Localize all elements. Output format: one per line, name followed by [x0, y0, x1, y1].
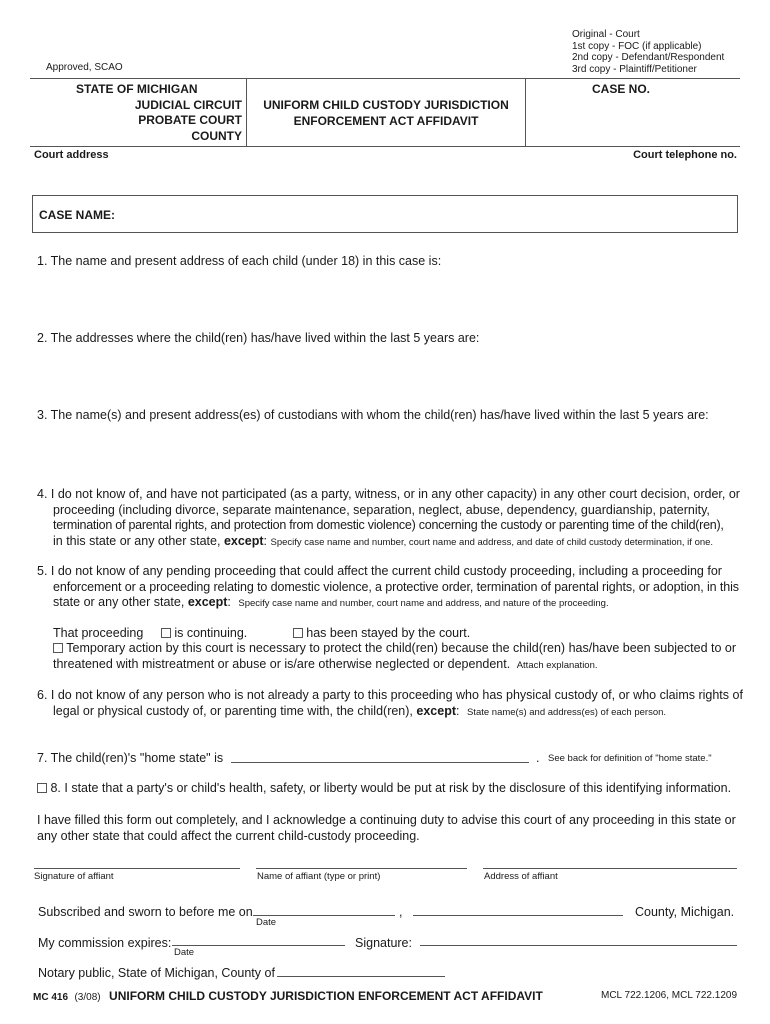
item-4-line1: 4. I do not know of, and have not participated (as a party, witness, or in any other capacity) in any other court decision, order, or: [37, 487, 740, 501]
item-5-colon: :: [227, 595, 231, 609]
footer-title: UNIFORM CHILD CUSTODY JURISDICTION ENFORCEMENT ACT AFFIDAVIT: [109, 989, 543, 1003]
court-judicial-circuit: JUDICIAL CIRCUIT: [134, 97, 242, 112]
item-5-line2: enforcement or a proceeding relating to domestic violence, a protective order, termination of parental rights, or adoption, in this: [53, 579, 739, 594]
affiant-address-label: Address of affiant: [484, 871, 558, 882]
commission-date-label: Date: [174, 947, 195, 958]
item-1-text: 1. The name and present address of each child (under 18) in this case is:: [37, 254, 442, 268]
item-8: [37, 781, 757, 797]
court-telephone-label: Court telephone no.: [633, 149, 737, 161]
item-4-line4: [37, 534, 747, 551]
item-4-colon: :: [263, 533, 268, 548]
case-no-label: CASE NO.: [592, 82, 651, 96]
notary-county-field[interactable]: [277, 976, 445, 977]
acknowledge-line2: any other state that could affect the current child-custody proceeding.: [37, 828, 420, 843]
commission-date-field[interactable]: [172, 945, 345, 946]
approved-label: Approved, SCAO: [46, 62, 123, 73]
commission-label: My commission expires:: [38, 936, 172, 950]
temporary-action-checkbox[interactable]: [53, 643, 63, 653]
item-5-line3: [37, 595, 747, 612]
form-title-line1: UNIFORM CHILD CUSTODY JURISDICTION: [263, 98, 509, 112]
item-3-text: 3. The name(s) and present address(es) of custodians with whom the child(ren) has/have lived within the last 5 years are:: [37, 408, 709, 422]
affiant-signature-field[interactable]: [34, 868, 240, 869]
affiant-signature-label: Signature of affiant: [34, 871, 114, 882]
temporary-action-line1: [53, 641, 753, 657]
header-top-rule: [30, 78, 740, 79]
copy-third: 3rd copy - Plaintiff/Petitioner: [572, 63, 697, 75]
footer-form-no: MC 416: [33, 992, 69, 1003]
notary-signature-label: Signature:: [355, 936, 412, 950]
sworn-date-field[interactable]: [253, 915, 395, 916]
notary-signature-field[interactable]: [420, 945, 737, 946]
proceeding-status: [53, 626, 753, 642]
item-4: [37, 487, 747, 550]
item-8-text: 8. I state that a party's or child's health, safety, or liberty would be put at risk by the disclosure of this identifying information.: [50, 781, 732, 795]
sworn-comma: ,: [399, 905, 403, 919]
footer-mcl: MCL 722.1206, MCL 722.1209: [600, 990, 737, 1001]
case-no-field[interactable]: [528, 98, 738, 144]
notary-public-label: Notary public, State of Michigan, County of: [38, 966, 275, 980]
case-name-box[interactable]: [32, 195, 738, 233]
stayed-label: has been stayed by the court.: [306, 626, 471, 640]
item-5-note: Specify case name and number, court name and address, and nature of the proceeding.: [238, 598, 609, 609]
that-proceeding-label: That proceeding: [53, 626, 144, 640]
item-4-note: Specify case name and number, court name and address, and date of child custody determination, if one.: [270, 536, 714, 548]
item-7-period: .: [536, 751, 540, 765]
sworn-county-field[interactable]: [413, 915, 623, 916]
item-5-line1: 5. I do not know of any pending proceeding that could affect the current child custody proceeding, including a proceeding for: [37, 564, 722, 578]
acknowledgement: [37, 813, 757, 844]
item-6-except: except: [416, 703, 456, 718]
item-4-line3: termination of parental rights, and protection from domestic violence) concerning the custody or parenting time of the child(ren),: [53, 518, 724, 532]
court-header: [40, 82, 242, 144]
item-6-line1: 6. I do not know of any person who is not already a party to this proceeding who has physical custody of, or who claims rights of: [37, 688, 743, 702]
form-title-line2: ENFORCEMENT ACT AFFIDAVIT: [293, 113, 479, 128]
item-5-line3-text: state or any other state,: [53, 595, 185, 609]
attach-explanation-note: Attach explanation.: [516, 659, 598, 671]
item-6-colon: :: [456, 703, 460, 718]
item-4-line4-text: in this state or any other state,: [53, 533, 221, 548]
item-8-checkbox[interactable]: [37, 783, 47, 793]
header-divider-right: [525, 78, 526, 146]
affiant-name-label: Name of affiant (type or print): [257, 871, 381, 882]
court-probate: PROBATE COURT: [138, 113, 242, 127]
home-state-field[interactable]: [231, 762, 529, 763]
subscribed-label: Subscribed and sworn to before me on: [38, 905, 253, 919]
item-7-note: See back for definition of "home state.": [548, 753, 712, 764]
item-5-except: except: [187, 595, 228, 609]
copy-original: Original - Court: [572, 29, 640, 40]
copy-first: 1st copy - FOC (if applicable): [572, 40, 702, 52]
court-address-label: Court address: [34, 149, 109, 161]
copy-distribution: [572, 29, 724, 75]
item-3-answer-area[interactable]: [37, 426, 737, 481]
sworn-date-label: Date: [256, 917, 277, 928]
continuing-label: is continuing.: [174, 626, 248, 640]
item-4-line2: proceeding (including divorce, separate maintenance, separation, neglect, abuse, dependency, guardianship, paternity,: [53, 502, 710, 517]
court-county: COUNTY: [191, 128, 242, 143]
stayed-checkbox[interactable]: [293, 628, 303, 638]
item-6-line2: [37, 704, 747, 721]
item-1-answer-area[interactable]: [37, 272, 737, 322]
copy-second: 2nd copy - Defendant/Respondent: [572, 52, 725, 63]
item-5: [37, 564, 747, 612]
affiant-address-field[interactable]: [483, 868, 737, 869]
acknowledge-line1: I have filled this form out completely, and I acknowledge a continuing duty to advise this court of any proceeding in this state or: [37, 813, 736, 827]
temporary-action-line2-text: threatened with mistreatment or abuse or is/are otherwise neglected or dependent.: [53, 656, 511, 671]
item-2-text: 2. The addresses where the child(ren) has/have lived within the last 5 years are:: [37, 331, 480, 345]
temporary-action-line1-text: Temporary action by this court is necessary to protect the child(ren) because the child(ren) has/have been subjected to or: [66, 641, 737, 655]
temporary-action-line2: [53, 657, 753, 674]
item-6-line2-text: legal or physical custody of, or parenting time with, the child(ren),: [53, 703, 413, 718]
item-6: [37, 688, 747, 720]
case-name-label: CASE NAME:: [39, 208, 116, 222]
item-7-text: 7. The child(ren)'s "home state" is: [37, 751, 224, 765]
item-4-except: except: [223, 533, 264, 548]
form-title: [247, 98, 525, 129]
item-6-note: State name(s) and address(es) of each person.: [466, 706, 667, 718]
header-bottom-rule: [30, 146, 740, 147]
footer-revision: (3/08): [74, 992, 101, 1003]
county-michigan-label: County, Michigan.: [635, 905, 735, 919]
court-state: STATE OF MICHIGAN: [76, 82, 198, 96]
item-2-answer-area[interactable]: [37, 349, 737, 399]
affiant-name-field[interactable]: [256, 868, 467, 869]
temporary-action: [53, 641, 753, 673]
continuing-checkbox[interactable]: [161, 628, 171, 638]
